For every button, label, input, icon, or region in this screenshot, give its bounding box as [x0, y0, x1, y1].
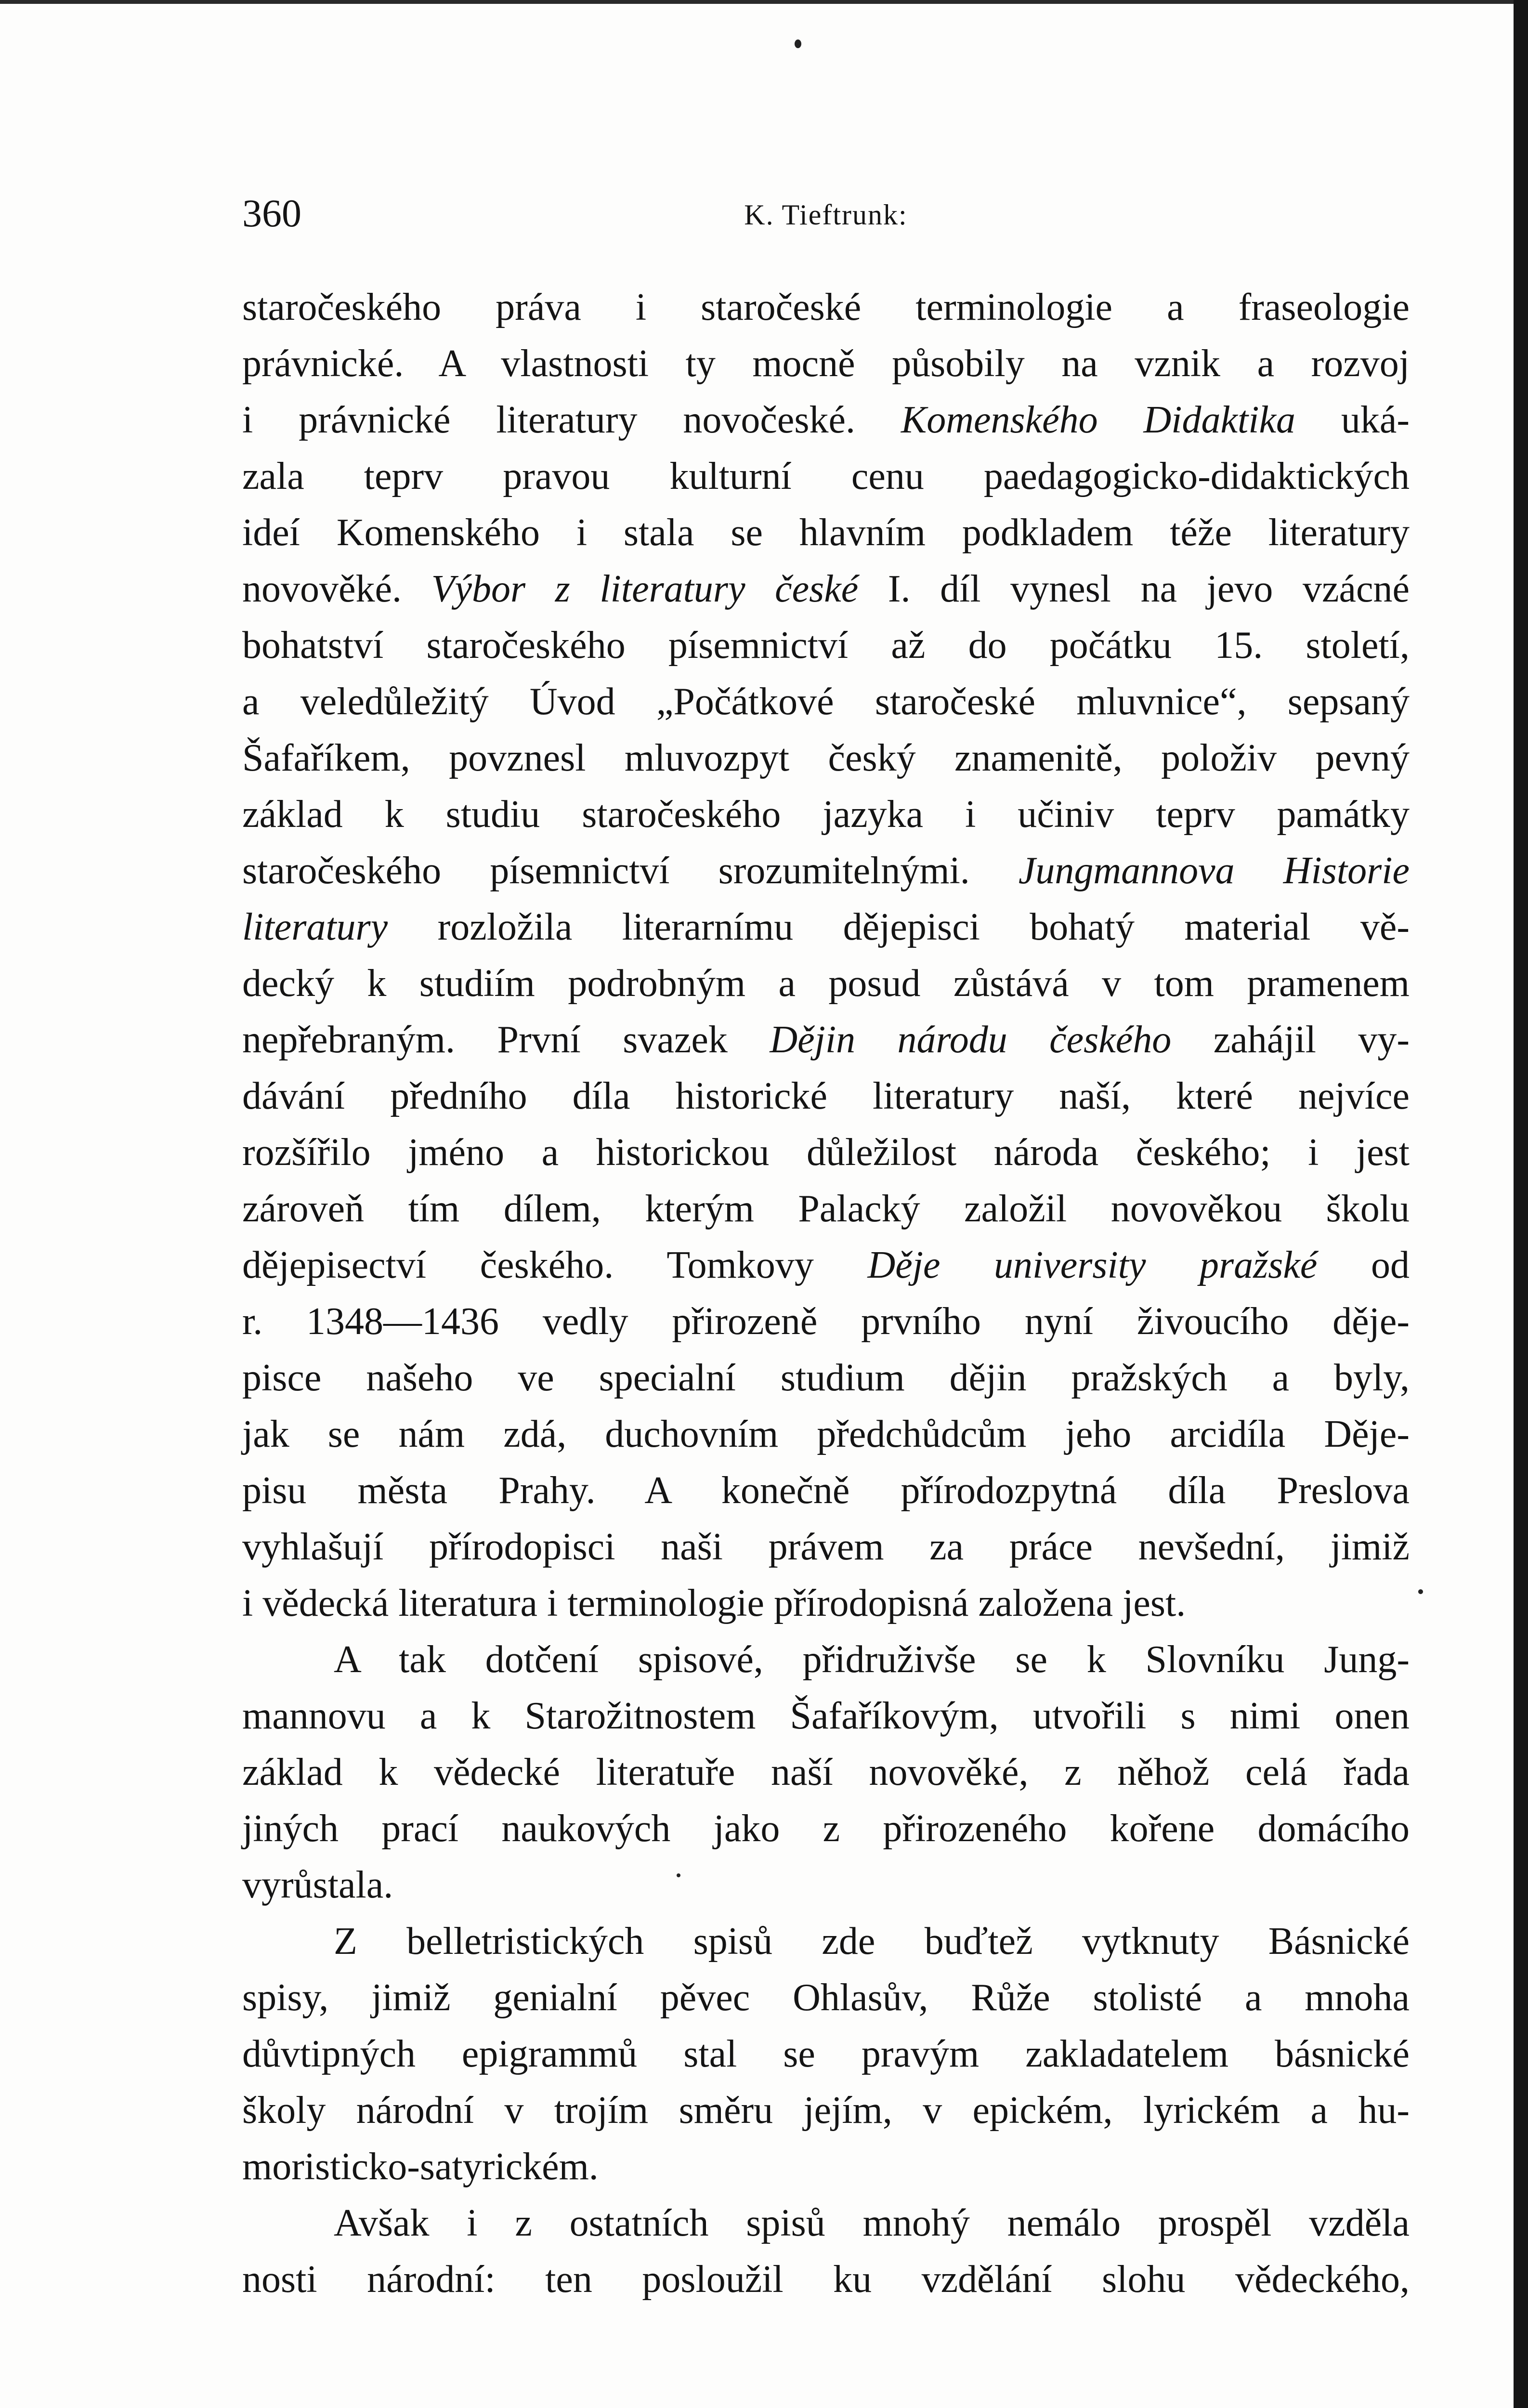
italic-title: Výbor z literatury české — [431, 568, 859, 610]
scan-edge-top — [0, 0, 1528, 4]
text-run: důvtipných epigrammů stal se pravým zakladatelem básnické — [242, 2033, 1410, 2075]
text-line — [242, 1913, 1410, 1970]
text-line — [242, 730, 1410, 786]
text-line — [242, 1857, 1410, 1913]
text-run: zahájil vy- — [1171, 1019, 1410, 1061]
italic-title: Děje university pražské — [867, 1244, 1318, 1286]
scan-speck — [795, 39, 801, 48]
text-run: základ k vědecké literatuře naší novověké, z něhož celá řada — [242, 1751, 1410, 1793]
text-run: staročeského práva i staročeské terminologie a fraseologie — [242, 286, 1410, 328]
text-run: Avšak i z ostatních spisů mnohý nemálo prospěl vzděla — [334, 2202, 1410, 2244]
text-line — [242, 843, 1410, 899]
text-line — [242, 279, 1410, 336]
text-line — [242, 1294, 1410, 1350]
text-run: zala teprv pravou kulturní cenu paedagogicko-didaktických — [242, 455, 1410, 497]
text-run: dějepisectví českého. Tomkovy — [242, 1244, 868, 1286]
text-line — [242, 1519, 1410, 1575]
text-line — [242, 786, 1410, 843]
text-line — [242, 392, 1410, 448]
text-line — [242, 1350, 1410, 1406]
text-run: právnické. A vlastnosti ty mocně působily na vznik a rozvoj — [242, 342, 1410, 385]
text-run: Šafaříkem, povznesl mluvozpyt český znamenitě, položiv pevný — [242, 737, 1410, 779]
text-line — [242, 336, 1410, 392]
text-run: dávání předního díla historické literatury naší, které nejvíce — [242, 1075, 1410, 1117]
text-line — [242, 1744, 1410, 1801]
page-header — [242, 187, 1410, 240]
text-line — [242, 1406, 1410, 1463]
text-run: ideí Komenského i stala se hlavním podkladem téže literatury — [242, 511, 1410, 554]
text-run: A tak dotčení spisové, přidruživše se k Slovníku Jung- — [334, 1638, 1410, 1681]
scan-edge-right — [1514, 0, 1528, 2408]
text-run: staročeského písemnictví srozumitelnými. — [242, 850, 1019, 892]
text-line — [242, 2195, 1410, 2251]
text-run: od — [1317, 1244, 1410, 1286]
text-line — [242, 1463, 1410, 1519]
text-line — [242, 2082, 1410, 2139]
text-run: pisu města Prahy. A konečně přírodozpytná díla Preslova — [242, 1469, 1410, 1512]
text-line — [242, 1237, 1410, 1294]
text-line — [242, 448, 1410, 505]
text-run: decký k studiím podrobným a posud zůstává v tom pramenem — [242, 962, 1410, 1005]
text-run: rozšířilo jméno a historickou důležilost národa českého; i jest — [242, 1131, 1410, 1174]
text-run: zároveň tím dílem, kterým Palacký založil novověkou školu — [242, 1188, 1410, 1230]
text-run: a veledůležitý Úvod „Počátkové staročeské mluvnice“, sepsaný — [242, 681, 1410, 723]
text-run: moristicko-satyrickém. — [242, 2146, 599, 2188]
text-line — [242, 674, 1410, 730]
text-line — [242, 617, 1410, 674]
text-run: mannovu a k Starožitnostem Šafaříkovým, utvořili s nimi onen — [242, 1695, 1410, 1737]
text-line — [242, 1125, 1410, 1181]
text-line — [242, 505, 1410, 561]
text-run: Z belletristických spisů zde buďtež vytknuty Básnické — [334, 1920, 1410, 1963]
text-line — [242, 1012, 1410, 1068]
italic-title: Dějin národu českého — [770, 1019, 1172, 1061]
body-text — [242, 279, 1410, 2308]
text-line — [242, 1575, 1410, 1632]
running-head: K. Tieftrunk: — [744, 199, 908, 231]
text-run: vyhlašují přírodopisci naši právem za práce nevšední, jimiž — [242, 1526, 1410, 1568]
italic-title: literatury — [242, 906, 388, 948]
text-line — [242, 2026, 1410, 2082]
text-line — [242, 1068, 1410, 1125]
text-line — [242, 1181, 1410, 1237]
text-run: jiných prací naukových jako z přirozeného kořene domácího — [242, 1807, 1410, 1850]
scan-speck — [1418, 1589, 1423, 1594]
text-line — [242, 899, 1410, 955]
text-run: nepřebraným. První svazek — [242, 1019, 770, 1061]
text-run: základ k studiu staročeského jazyka i učiniv teprv památky — [242, 793, 1410, 836]
text-run: vyrůstala. — [242, 1864, 393, 1906]
text-run: novověké. — [242, 568, 431, 610]
text-run: bohatství staročeského písemnictví až do počátku 15. století, — [242, 624, 1410, 667]
italic-title: Komenského Didaktika — [901, 399, 1295, 441]
text-run: i právnické literatury novočeské. — [242, 399, 901, 441]
text-line — [242, 1688, 1410, 1744]
text-line — [242, 2251, 1410, 2308]
text-run: spisy, jimiž genialní pěvec Ohlasův, Růže stolisté a mnoha — [242, 1976, 1410, 2019]
text-line — [242, 1970, 1410, 2026]
text-run: uká- — [1295, 399, 1410, 441]
text-line — [242, 561, 1410, 617]
text-line — [242, 955, 1410, 1012]
text-run: I. díl vynesl na jevo vzácné — [858, 568, 1410, 610]
text-run: jak se nám zdá, duchovním předchůdcům jeho arcidíla Děje- — [242, 1413, 1410, 1455]
text-run: rozložila literarnímu dějepisci bohatý material vě- — [388, 906, 1410, 948]
page-number: 360 — [242, 191, 301, 235]
text-run: pisce našeho ve specialní studium dějin pražských a byly, — [242, 1357, 1410, 1399]
text-line — [242, 2139, 1410, 2195]
text-run: školy národní v trojím směru jejím, v epickém, lyrickém a hu- — [242, 2089, 1410, 2132]
italic-title: Jungmannova Historie — [1018, 850, 1410, 892]
text-run: i vědecká literatura i terminologie přírodopisná založena jest. — [242, 1582, 1186, 1624]
text-run: nosti národní: ten posloužil ku vzdělání slohu vědeckého, — [242, 2258, 1410, 2301]
text-run: r. 1348—1436 vedly přirozeně prvního nyní živoucího děje- — [242, 1300, 1410, 1343]
text-line — [242, 1632, 1410, 1688]
text-line — [242, 1801, 1410, 1857]
